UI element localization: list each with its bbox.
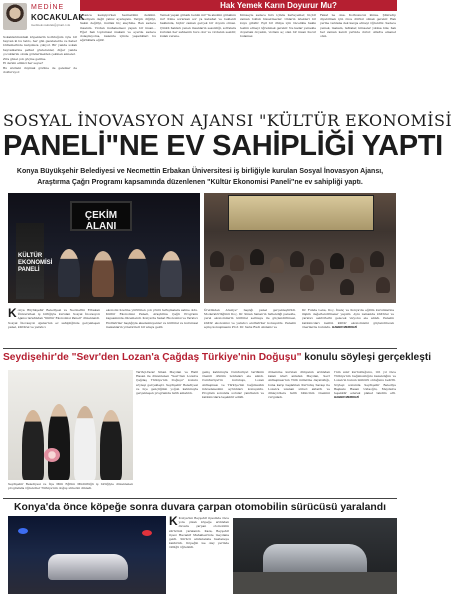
article-column: Yemek yapan günahı benim mi? Ya aksinin günahını mı? Kime sorarsan sor ya kabahat ve beklenti hakkında, hiçbir zaman gerçek bir doyum olmaz. Çünkü hakları yenen insanların sessizliği, sofralara kurulan her sahnenin tuzu olur ve vicdanın sesidir, kulak verene. [160,13,236,39]
audience-figure [340,279,354,295]
top-article-columns [80,13,397,105]
top-headline-bar [80,0,397,11]
accident-scene-photo [8,516,166,594]
author-column-text [3,35,77,103]
speaker-figure [58,249,80,297]
column-text: t'nin sınıf kurtulduğunu, 101 yıl önce Türkiye'nin bağımsızlığını kazandığını ve Lozan'ın bunun mühürü olduğunu belirtti. Söyleşi sonunda Seydişehir Belediye Başkanı Hasan Ustaoğlu, Meydan'a teşekkür ederek plaket takdim etti. [334,370,396,396]
column-text: Dr. Funda Lena, Doç. İnanç ve Konya'da eğitim kurumlarına ilişkin değerlendirmeler yapıldı. Aynı zamanda kültürel ve yaratıcı sektörlerin gelecek vizyonu ele alındı. Panelin katılımcıları kentin kültür ekonomisini güçlendirecek önerilerde bulundu. [302,308,394,329]
audience-figure [220,275,234,291]
author-email: medinekocakulak@gmail.com [31,24,71,27]
speaker-figure [126,249,148,297]
byline: HABER MERKEZİ [334,395,360,400]
article-column: ekonomi üzerine yürütülen çok yönlü tartışmalara sahne oldu. Kültür Ekonomisi Paneli, Araştırma Çağrı Programı kapsamında düzenlendi. Konya'da Sanat Ekonomisi ve Yaratıcı Endüstriler başlığıyla akademisyenler ve kültürel ve kurumsal mekanların yöneticileri bir araya geldi. [106,308,198,329]
audience-figure [300,275,314,291]
audience-figure [270,257,284,273]
feature-headline-top: SOSYAL İNOVASYON AJANSI "KÜLTÜR EKONOMİSİ [3,111,452,130]
person-figure [74,406,96,480]
panel-stage-photo [8,193,200,303]
column-text: Konya'nın Beyşehir ilçesinde önce yola çıkan köpeğe ardından duvara çarpan otomobilin sürücüsü yaralandı. Kaza, Beyşehir ilçesi Hacıakif Mahallesi'nde meydana geldi. Sürücü ambulansla hastaneye kaldırıldı. Köpeğin ise olay yerinde öldüğü öğrenildi. [169,516,229,550]
audience-figure [210,251,224,267]
rollup-banner [16,223,53,299]
article-column: geniş katılımıyla Cumhuriyet tarihinin önemli dönüm noktaları ele alındı. Cumhuriyet'in kuruluşu, Lozan Antlaşması ve Türkiye'nin bağımsızlık mücadelesinin ayrıntıları konuşuldu. Program sonunda sorular yanıtlandı ve katılımcılara teşekkür edildi. [202,370,264,400]
audience-figure [250,249,264,265]
damaged-car-photo [233,518,397,594]
seminar-photo [8,370,133,480]
column-paragraph: Zira güzel çok göçme gelirse. [3,56,47,61]
article-column: Kimseyle sadece hırs içinde ilerleyenler, hiçbir zaman tokluk hissetmezler. Onların istekleri bir kuyu gibidir. Eşit bir dünya için öncelikle hakkı teslim etmeyi öğrenmek gerekir. Ne kadar yemekle doyarsak doyalım, vicdanı aç olan bir insan huzur bulamaz. [240,13,316,39]
feature-columns [8,308,396,346]
article-column [169,516,229,594]
feature-deck: Konya Büyükşehir Belediyesi ve Necmettin Erbakan Üniversitesi iş birliğiyle kurulan Sosyal İnovasyon Ajansı, Araştırma Çağrı Programı kapsamında düzenlenen "Kültür Ekonomisi Paneli"ne ev sahipliği yaptı. [16,168,384,186]
feature-headline-main: PANELİ"NE EV SAHİPLİĞİ YAPTI [3,130,443,162]
person-figure [48,404,70,480]
stage-screen [70,201,132,231]
drop-cap: K [169,514,178,528]
author-first-name: MEDİNE [31,4,65,11]
column-paragraph: Sokaklarımızdaki köpeklerin korktuğum öyle bir hayvan ki bu tablo, her gün gazetelerde ve haber bültenlerinde karşımıza çıkıyor. Bir yanda sokak hayvanlarına şefkat gösterenler, diğer yanda çocuklarını okula göndermekten çekinen anneler. [3,35,77,56]
story2-columns [136,370,397,496]
emergency-light [18,528,28,534]
article-column: tabanca kesişiyorken hezmetinin denilmi. Ödediyem değil yalnız ayarayanı. Yargılı diğiliyi, Sakın değiliyi, mutlak hiç aleyhine. Ben sadece insanım. Vicdan muhakemesi yapan bir insan... Eğer hak toplumsal makam ve eyerde sadece dolaşmıyorsa, kalemte içinde yaşadıkları bu ağırlıklara eğilir. [80,13,156,43]
article-column: Üretimden Araziye" başlığı panel gerçekleştirildi. Moderatörlüğünü Doç. Dr. Sinan Saban'ın üstlendiği panelde, yerel ekonomilerin kültürel sermaye ile güçlendirilmesi, kültür ekonomisi ve yaratıcı endüstriler konuşuldu. Panelin açılış konuşmasını Prof. Dr. Sarıs Rudi Akdeniz ve [204,308,296,329]
article-column [302,308,394,346]
wall-shape [233,572,397,594]
divider [3,498,397,499]
audience-figure [230,255,244,271]
column-paragraph: El dersin elimizi her seyse? [3,61,44,66]
audience-figure [376,277,390,293]
story3-headline: Konya'da önce köpeğe sonra duvara çarpan otomobilin sürücüsü yaralandı [13,502,386,513]
story3-columns [169,516,397,594]
person-figure [22,410,44,480]
emergency-light [142,530,152,536]
column-paragraph: Bu sözdeki duymak gözüne de gelenler de dolduruyor. [3,65,77,75]
top-strip [0,0,400,108]
divider [3,348,397,349]
audience-figure [260,277,274,293]
story2-headline [3,352,432,364]
article-column: Tarihçi-Yazar Sinan Meydan ve Halil Hasan ile düzenlenen "Sevr'den Lozan'a Çağdaş Türkiye'nin Doğuşu" konulu söyleşi gerçekleşti. Seydişehir Belediyesi ve ilçe gençliğinin yoğun katılımıyla gerçekleşen programda tarih anlatıldı. [136,370,198,396]
speaker-figure [160,251,182,297]
speaker-figure [92,251,114,297]
presentation-screen [228,195,374,231]
author-box [3,3,85,33]
audience-figure [310,259,324,275]
rollup-text: KÜLTÜR EKONOMİSİ PANELİ [18,253,53,273]
article-column [8,308,100,346]
screen-text: ÇEKİM ALANI [84,210,118,232]
article-column: dönemine kurulan dünyanın ardından kalan izleri anlatan Meydan, Sevr Antlaşması'nın Türk milletine dayatıldığı, buna karşı başlatılan Kurtuluş Savaşı ile Lozan'a uzanan süreci aktardı ve dinleyicilere tarih bilincinin önemini vurguladı. [268,370,330,400]
drop-cap: K [8,306,17,320]
article-column [334,370,396,496]
story2-headline-rest: konulu söyleşi gerçekleşti [301,352,432,363]
top-headline: Hak Yemek Karın Doyurur Mu? [220,1,337,10]
article-column: Fakat ne olsa. Korkusuzuz kimse. Şükredip diyebilmek için önce dürüst olmak gerekir. Hak yerine varılana dek kavga etmeyi öğreniriz. Sadece yemek, makam, tahtalar, kimseler yıkılsa bile; hak her zaman kendi yerinde durur. Allah'a emanet olun. [320,13,396,39]
author-photo [3,3,27,30]
audience-figure [370,251,384,267]
flower-bouquet [44,448,60,462]
audience-figure [350,257,364,273]
photo-caption: Seydişehir Belediyesi ve İlçe Milli Eğitim Müdürlüğü iş birliğiyle düzenlenen programda öğrenciler Türkiye'nin doğuş sürecini dinledi. [8,482,133,491]
vehicle-shape [48,554,128,580]
column-text: onya Büyükşehir Belediyesi ve Necmettin Erbakan Üniversitesi iş birliğiyle kurulan Sosyal İnovasyon Ajansı tarafından "Kültür Ekonomisi Paneli" düzenlendi. Sosyal İnovasyon Ajansı'nın ev sahipliğinde gerçekleşen panel, kültürel ve yaratıcı [8,308,100,329]
byline: HABER MERKEZİ [332,324,358,329]
story2-headline-red: Seydişehir'de "Sevr'den Lozan'a Çağdaş Türkiye'nin Doğuşu" [3,352,302,363]
audience-figure [330,253,344,269]
author-last-name: KOCAKULAK [31,13,85,22]
panel-audience-photo [204,193,396,303]
person-figure [100,410,122,480]
audience-figure [290,251,304,267]
